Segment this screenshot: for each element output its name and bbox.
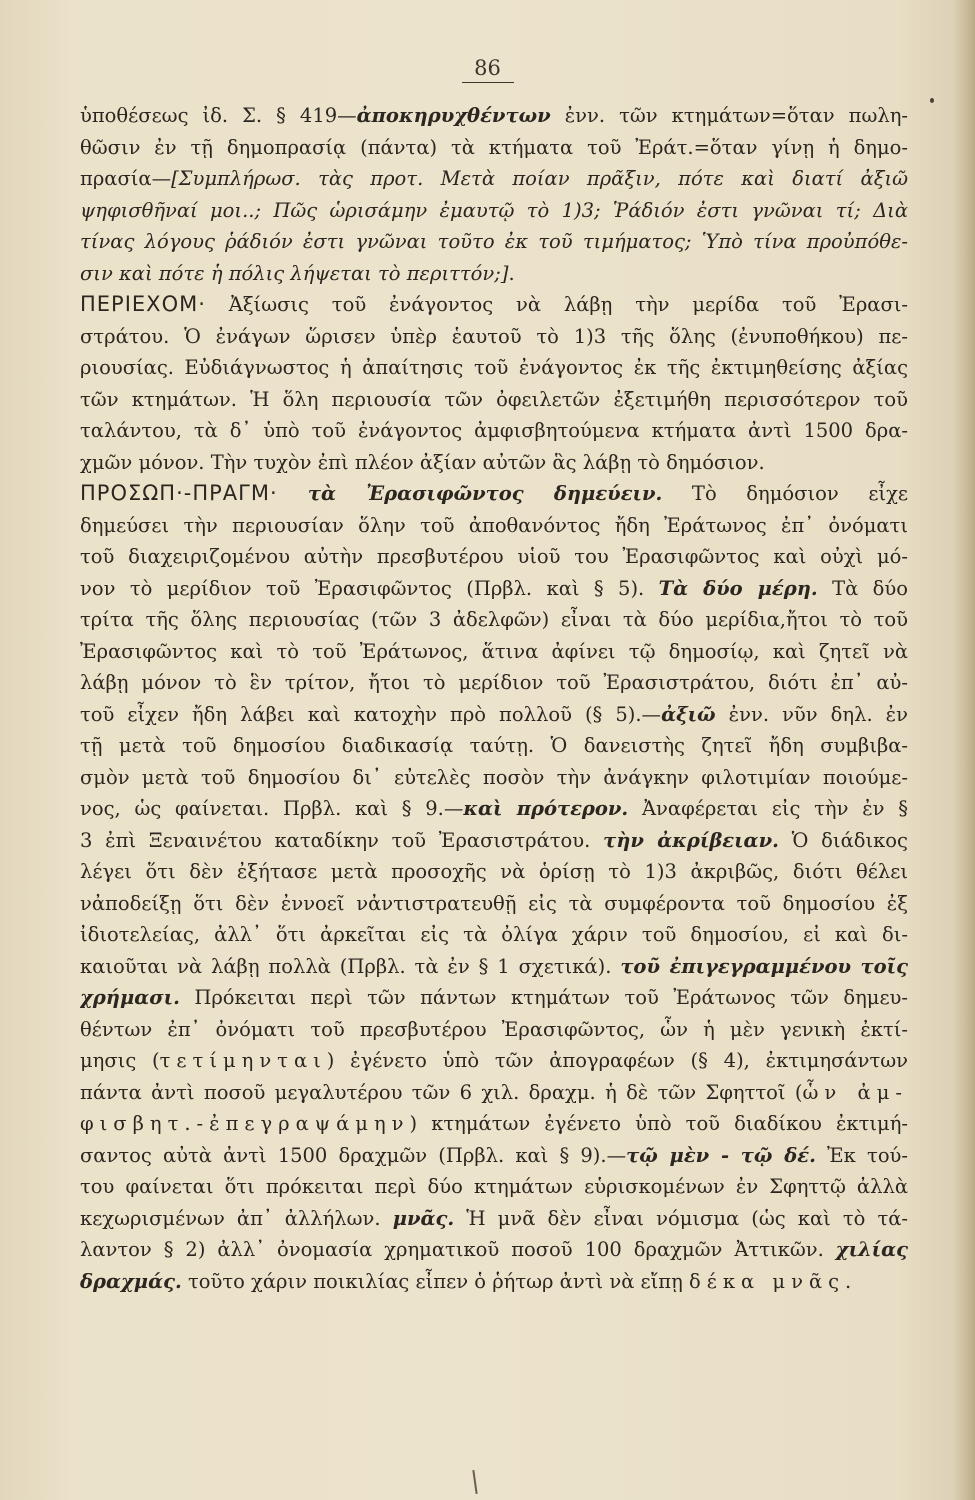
text-line [80,888,908,920]
text-line [80,132,908,164]
text-segment: Ἡ μνᾶ δὲν εἶναι νόμισμα (ὡς καὶ τὸ τά- [454,1206,908,1230]
text-segment: πάντα ἀντὶ ποσοῦ μεγαλυτέρου τῶν 6 χιλ. δραχμ. ἡ δὲ τῶν Σφηττοῖ ( [80,1080,803,1104]
text-line [80,258,908,290]
text-line [80,163,908,195]
text-segment: Ἐκ τού- [815,1143,908,1167]
text-segment: θέντων ἐπ᾽ ὀνόματι τοῦ πρεσβυτέρου Ἐρασιφῶντος, ὧν ἡ μὲν γενικὴ ἐκτί- [80,1017,908,1041]
text-segment: θῶσιν ἐν τῇ δημοπρασίᾳ (πάντα) τὰ κτήματα τοῦ Ἐράτ.=ὅταν γίνῃ ἡ δημο- [80,135,908,159]
text-line [80,289,908,321]
text-line [80,226,908,258]
text-segment: Ἀξίωσις τοῦ ἐνάγοντος νὰ λάβῃ τὴν μερίδα τοῦ Ἐρασι- [205,293,908,316]
text-line [80,384,908,416]
text-line [80,762,908,794]
text-segment: Ἐρασιφῶντος καὶ τὸ τοῦ Ἐράτωνος, ἅτινα ἀφίνει τῷ δημοσίῳ, καὶ ζητεῖ νὰ [80,639,908,663]
text-segment: 3 ἐπὶ Ξεναινέτου καταδίκην τοῦ Ἐρασιστράτου. [80,828,604,852]
text-line [80,825,908,857]
text-segment: τίνας λόγους ῥάδιόν ἐστι γνῶναι τοῦτο ἐκ τοῦ τιμήματος; Ὑπὸ τίνα προὐπόθε- [80,230,908,253]
text-segment: ἐνν. νῦν δηλ. ἐν [715,702,908,726]
text-line [80,793,908,825]
page-number: 86 [0,56,975,83]
text-segment: τῇ μετὰ τοῦ δημοσίου διαδικασίᾳ ταύτῃ. Ὁ δανειστὴς ζητεῖ ἤδη συμβιβα- [80,734,908,757]
text-segment: ) ἐγένετο ὑπὸ τῶν ἀπογραφέων (§ 4), ἐκτιμησάντων [326,1049,908,1072]
text-segment: [Συμπλήρωσ. τὰς προτ. Μετὰ ποίαν πρᾶξιν, πότε καὶ διατί ἀξιῶ [171,167,908,190]
page-edge-shadow [953,0,975,1500]
text-segment: τῶν κτημάτων. Ἡ ὅλη περιουσία τῶν ὀφειλετῶν ἐξετιμήθη περισσότερον τοῦ [80,387,908,411]
text-line [80,951,908,983]
text-line [80,1108,908,1140]
text-segment: δημεύσει τὴν περιουσίαν ὅλην τοῦ ἀποθανόντος ἤδη Ἐράτωνος ἐπ᾽ ὀνόματι [80,513,908,537]
text-line [80,541,908,573]
commentary-body [80,100,908,1297]
text-line [80,1140,908,1172]
text-segment: ὧν ἀμ- [802,1080,908,1104]
text-line [80,415,908,447]
text-segment: ἐνν. τῶν κτημάτων=ὅταν πωλη- [550,104,908,127]
text-line [80,1266,908,1298]
text-segment: ΠΡΟΣΩΠ·-ΠΡΑΓΜ· [80,481,278,505]
text-line [80,352,908,384]
text-segment: Πρόκειται περὶ τῶν πάντων κτημάτων τοῦ Ἐράτωνος τῶν δημευ- [179,986,908,1009]
text-segment: τοῦ εἶχεν ἤδη λάβει καὶ κατοχὴν πρὸ πολλοῦ (§ 5).— [80,702,662,726]
text-segment: φισβητ.-ἐπεγραψάμην [80,1112,410,1135]
text-segment: σμὸν μετὰ τοῦ δημοσίου δι᾽ εὐτελὲς ποσὸν τὴν ἀνάγκην φιλοτιμίαν ποιούμε- [80,765,908,789]
text-line [80,321,908,353]
text-segment: στράτου. Ὁ ἐνάγων ὥρισεν ὑπὲρ ἑαυτοῦ τὸ 1)3 τῆς ὅλης (ἐνυποθήκου) πε- [80,324,908,348]
text-line [80,1014,908,1046]
text-segment: ΠΕΡΙΕΧΟΜ· [80,292,206,316]
text-line [80,510,908,542]
text-segment: τοῦ διαχειριζομένου αὐτὴν πρεσβυτέρου υἱοῦ του Ἐρασιφῶντος καὶ οὐχὶ μό- [80,545,908,568]
text-segment: τοῦτο χάριν ποικιλίας εἶπεν ὁ ῥήτωρ ἀντὶ νὰ εἴπῃ [181,1269,690,1293]
text-line [80,573,908,605]
text-segment: λαντον § 2) ἀλλ᾽ ὀνομασία χρηματικοῦ ποσοῦ 100 δραχμῶν Ἀττικῶν. [80,1238,836,1261]
text-line [80,1171,908,1203]
text-line [80,699,908,731]
bottom-margin-mark [472,1470,477,1494]
text-segment: Τὸ δημόσιον εἶχε [662,482,908,505]
text-line [80,447,908,479]
text-segment: τοῦ ἐπιγεγραμμένου τοῖς [620,954,908,978]
text-segment: ριουσίας. Εὐδιάγνωστος ἡ ἀπαίτησις τοῦ ἐνάγοντος ἐκ τῆς ἐκτιμηθείσης ἀξίας [80,356,908,379]
text-segment: μησις ( [80,1049,160,1072]
text-line [80,100,908,132]
text-line [80,667,908,699]
text-segment: Τὰ δύο [817,576,908,600]
text-segment: καὶ πρότερον. [463,797,629,820]
page-number-rule [462,82,514,83]
text-segment: τὰ Ἐρασιφῶντος δημεύειν. [277,482,663,505]
text-line [80,604,908,636]
text-segment: ) κτημάτων ἐγένετο ὑπὸ τοῦ διαδίκου ἐκτιμή- [409,1112,908,1135]
text-line [80,1234,908,1266]
text-segment: του φαίνεται ὅτι πρόκειται περὶ δύο κτημάτων εὑρισκομένων ἐν Σφηττῷ ἀλλὰ [80,1175,908,1198]
ink-speck [930,98,934,103]
text-segment: ἀποκηρυχθέντων [356,104,551,127]
text-line [80,982,908,1014]
text-segment: νἀποδείξῃ ὅτι δὲν ἐννοεῖ νἀντιστρατευθῇ εἰς τὰ συμφέροντα τοῦ δημοσίου ἐξ [80,891,908,915]
text-segment: σιν καὶ πότε ἡ πόλις λήψεται τὸ περιττόν;] [80,261,509,285]
text-segment: τετίμηνται [159,1049,327,1072]
text-segment: χρήμασι. [80,986,180,1009]
text-segment: λέγει ὅτι δὲν ἐξήτασε μετὰ προσοχῆς νὰ ὁρίσῃ τὸ 1)3 ἀκριβῶς, διότι θέλει [80,860,908,883]
text-line [80,478,908,510]
text-segment: τρίτα τῆς ὅλης περιουσίας (τῶν 3 ἀδελφῶν) εἶναι τὰ δύο μερίδια,ἤτοι τὸ τοῦ [80,608,908,631]
text-line [80,1077,908,1109]
text-line [80,856,908,888]
text-segment: δέκα μνᾶς. [689,1269,858,1293]
text-segment: λάβῃ μόνον τὸ ἓν τρίτον, ἤτοι τὸ μερίδιον τοῦ Ἐρασιστράτου, διότι ἐπ᾽ αὐ- [80,671,908,694]
text-segment: πρασία— [80,167,172,190]
text-segment: Τὰ δύο μέρη. [658,576,818,600]
text-segment: Ἀναφέρεται εἰς τὴν ἐν § [628,797,908,820]
text-segment: χιλίας [835,1238,908,1261]
text-segment: ταλάντου, τὰ δ᾽ ὑπὸ τοῦ ἐνάγοντος ἀμφισβητούμενα κτήματα ἀντὶ 1500 δρα- [80,419,908,442]
text-segment: ἀξιῶ [661,702,716,726]
text-segment: ψηφισθῆναί μοι..; Πῶς ὡρισάμην ἐμαυτῷ τὸ 1)3; Ῥάδιόν ἐστι γνῶναι τί; Διὰ [80,198,908,222]
text-segment: τῷ μὲν - τῷ δέ. [626,1143,816,1167]
text-segment: δραχμάς. [80,1269,182,1293]
text-segment: νον τὸ μερίδιον τοῦ Ἐρασιφῶντος (Πρβλ. καὶ § 5). [80,576,659,600]
text-segment: νος, ὡς φαίνεται. Πρβλ. καὶ § 9.— [80,797,464,820]
text-line [80,195,908,227]
text-segment: χμῶν μόνον. Τὴν τυχὸν ἐπὶ πλέον ἀξίαν αὐτῶν ἃς λάβῃ τὸ δημόσιον. [80,450,765,474]
text-line [80,919,908,951]
text-line [80,1203,908,1235]
text-segment: Ὁ διάδικος [778,828,908,852]
text-segment: . [508,261,515,285]
text-line [80,730,908,762]
text-segment: ὑποθέσεως ἰδ. Σ. § 419— [80,104,357,127]
text-line [80,636,908,668]
text-segment: καιοῦται νὰ λάβῃ πολλὰ (Πρβλ. τὰ ἐν § 1 σχετικά). [80,954,621,978]
text-segment: ἰδιοτελείας, ἀλλ᾽ ὅτι ἀρκεῖται εἰς τὰ ὀλίγα χάριν τοῦ δημοσίου, εἰ καὶ δι- [80,923,908,946]
text-segment: σαντος αὐτὰ ἀντὶ 1500 δραχμῶν (Πρβλ. καὶ § 9).— [80,1143,627,1167]
text-segment: κεχωρισμένων ἀπ᾽ ἀλλήλων. [80,1206,393,1230]
text-segment: μνᾶς. [392,1206,455,1230]
text-line [80,1045,908,1077]
text-segment: τὴν ἀκρίβειαν. [603,828,779,852]
